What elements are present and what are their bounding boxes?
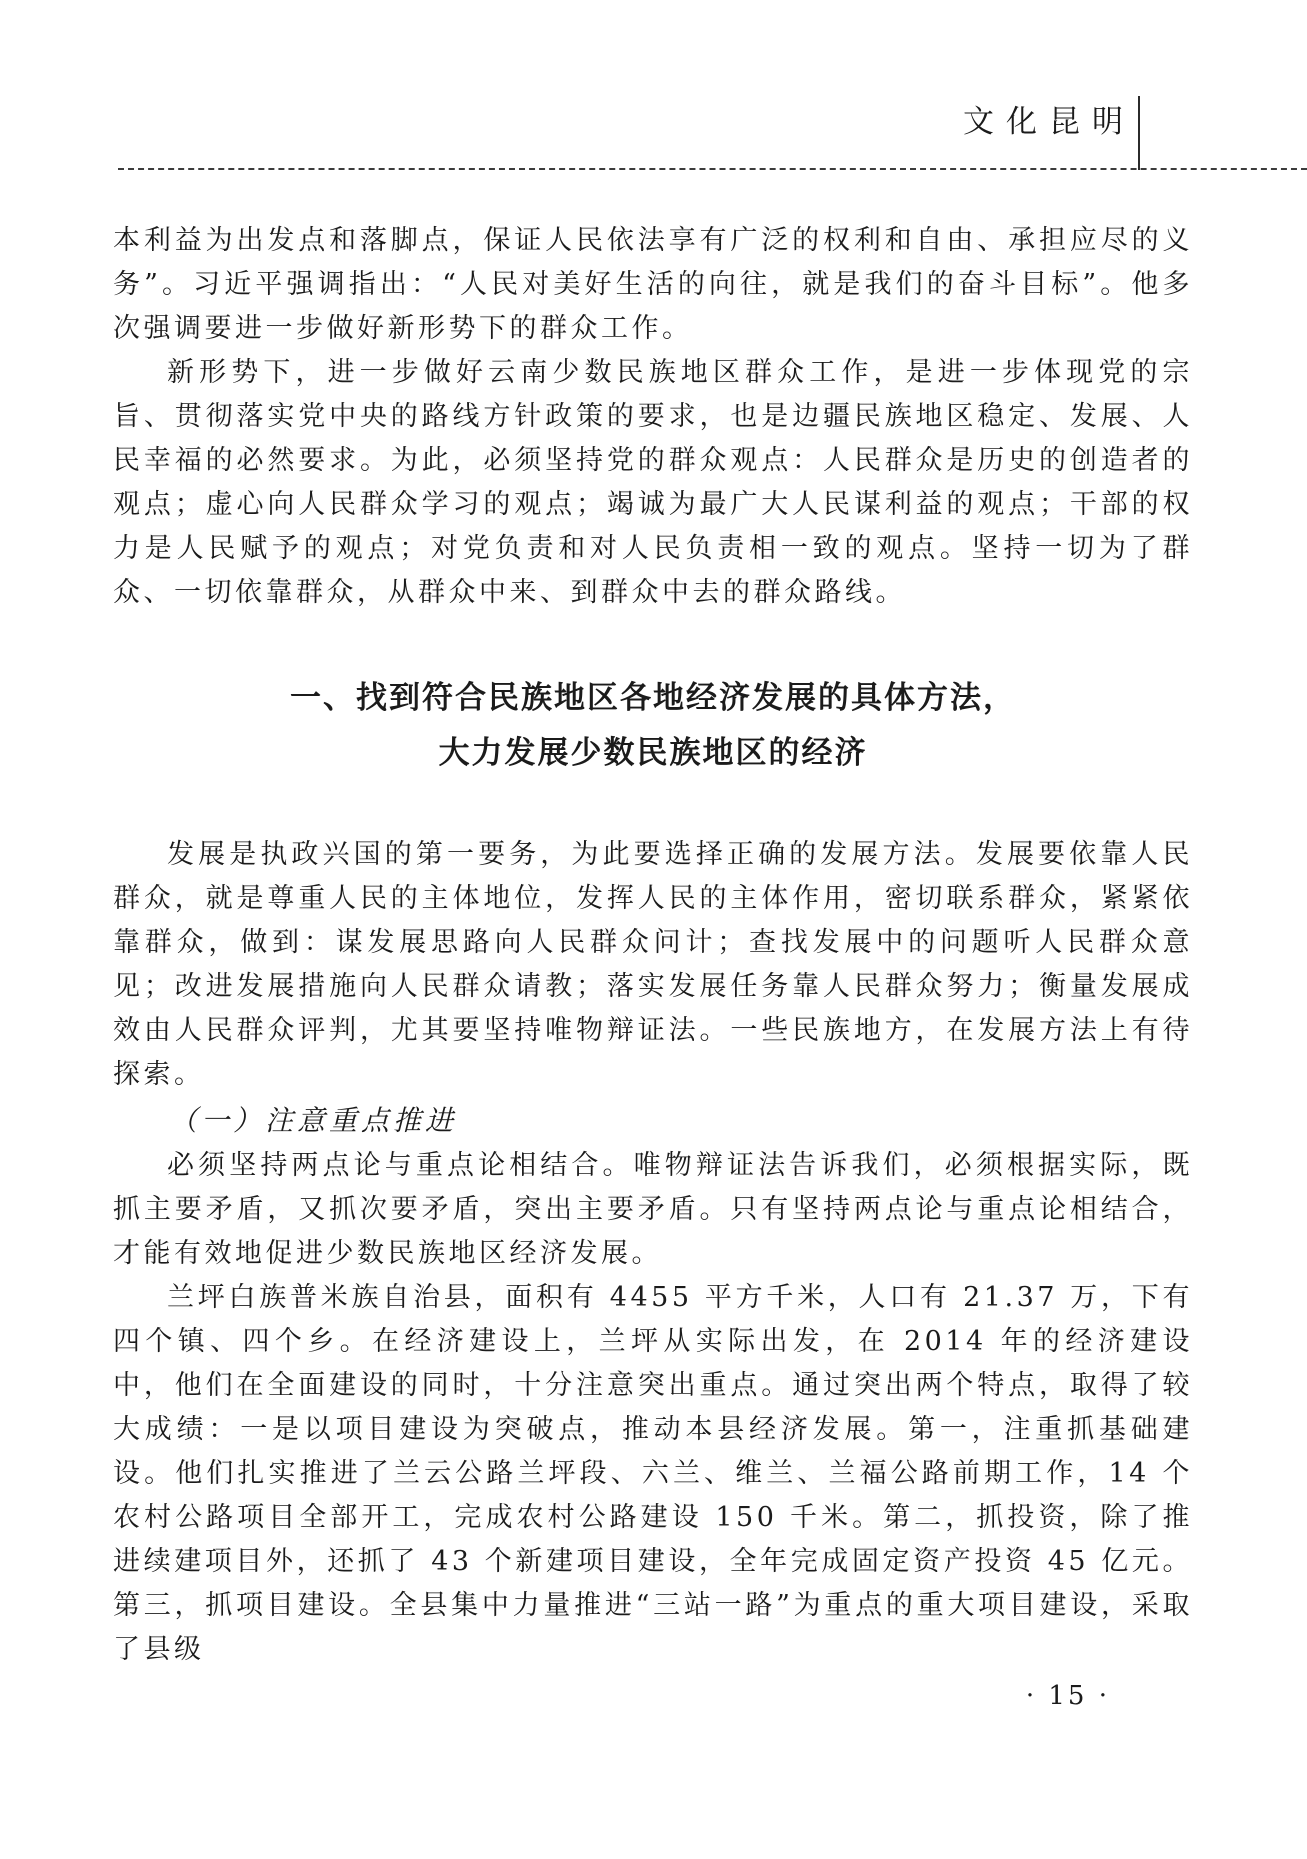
paragraph: 发展是执政兴国的第一要务，为此要选择正确的发展方法。发展要依靠人民群众，就是尊重人民的主体地位，发挥人民的主体作用，密切联系群众，紧紧依靠群众，做到：谋发展思路向人民群众问计；查找发展中的问题听人民群众意见；改进发展措施向人民群众请教；落实发展任务靠人民群众努力；衡量发展成效由人民群众评判，尤其要坚持唯物辩证法。一些民族地方，在发展方法上有待探索。	[113, 839, 1193, 1090]
section-heading-line1: 一、找到符合民族地区各地经济发展的具体方法，	[290, 680, 1016, 716]
body-text-block	[113, 219, 1193, 1672]
page-number: · 15 ·	[1025, 1681, 1110, 1711]
paragraph: 新形势下，进一步做好云南少数民族地区群众工作，是进一步体现党的宗旨、贯彻落实党中央的路线方针政策的要求，也是边疆民族地区稳定、发展、人民幸福的必然要求。为此，必须坚持党的群众观点：人民群众是历史的创造者的观点；虚心向人民群众学习的观点；竭诚为最广大人民谋利益的观点；干部的权力是人民赋予的观点；对党负责和对人民负责相一致的观点。坚持一切为了群众、一切依靠群众，从群众中来、到群众中去的群众路线。	[113, 357, 1193, 608]
paragraph-continuation: 本利益为出发点和落脚点，保证人民依法享有广泛的权利和自由、承担应尽的义务”。习近平强调指出：“人民对美好生活的向往，就是我们的奋斗目标”。他多次强调要进一步做好新形势下的群众工作。	[113, 225, 1193, 344]
section-heading	[113, 671, 1193, 781]
page-header-title: 文化昆明	[963, 104, 1135, 140]
header-dashed-divider	[118, 168, 1307, 170]
paragraph: 必须坚持两点论与重点论相结合。唯物辩证法告诉我们，必须根据实际，既抓主要矛盾，又抓次要矛盾，突出主要矛盾。只有坚持两点论与重点论相结合，才能有效地促进少数民族地区经济发展。	[113, 1150, 1193, 1269]
subsection-heading: （一）注意重点推进	[169, 1104, 458, 1137]
paragraph: 兰坪白族普米族自治县，面积有 4455 平方千米，人口有 21.37 万，下有四个镇、四个乡。在经济建设上，兰坪从实际出发，在 2014 年的经济建设中，他们在全面建设的同时，十分注意突出重点。通过突出两个特点，取得了较大成绩：一是以项目建设为突破点，推动本县经济发展。第一，注重抓基础建设。他们扎实推进了兰云公路兰坪段、六兰、维兰、兰福公路前期工作，14 个农村公路项目全部开工，完成农村公路建设 150 千米。第二，抓投资，除了推进续建项目外，还抓了 43 个新建项目建设，全年完成固定资产投资 45 亿元。第三，抓项目建设。全县集中力量推进“三站一路”为重点的重大项目建设，采取了县级	[113, 1282, 1193, 1665]
header-vertical-rule	[1138, 96, 1140, 170]
section-heading-line2: 大力发展少数民族地区的经济	[438, 735, 868, 771]
